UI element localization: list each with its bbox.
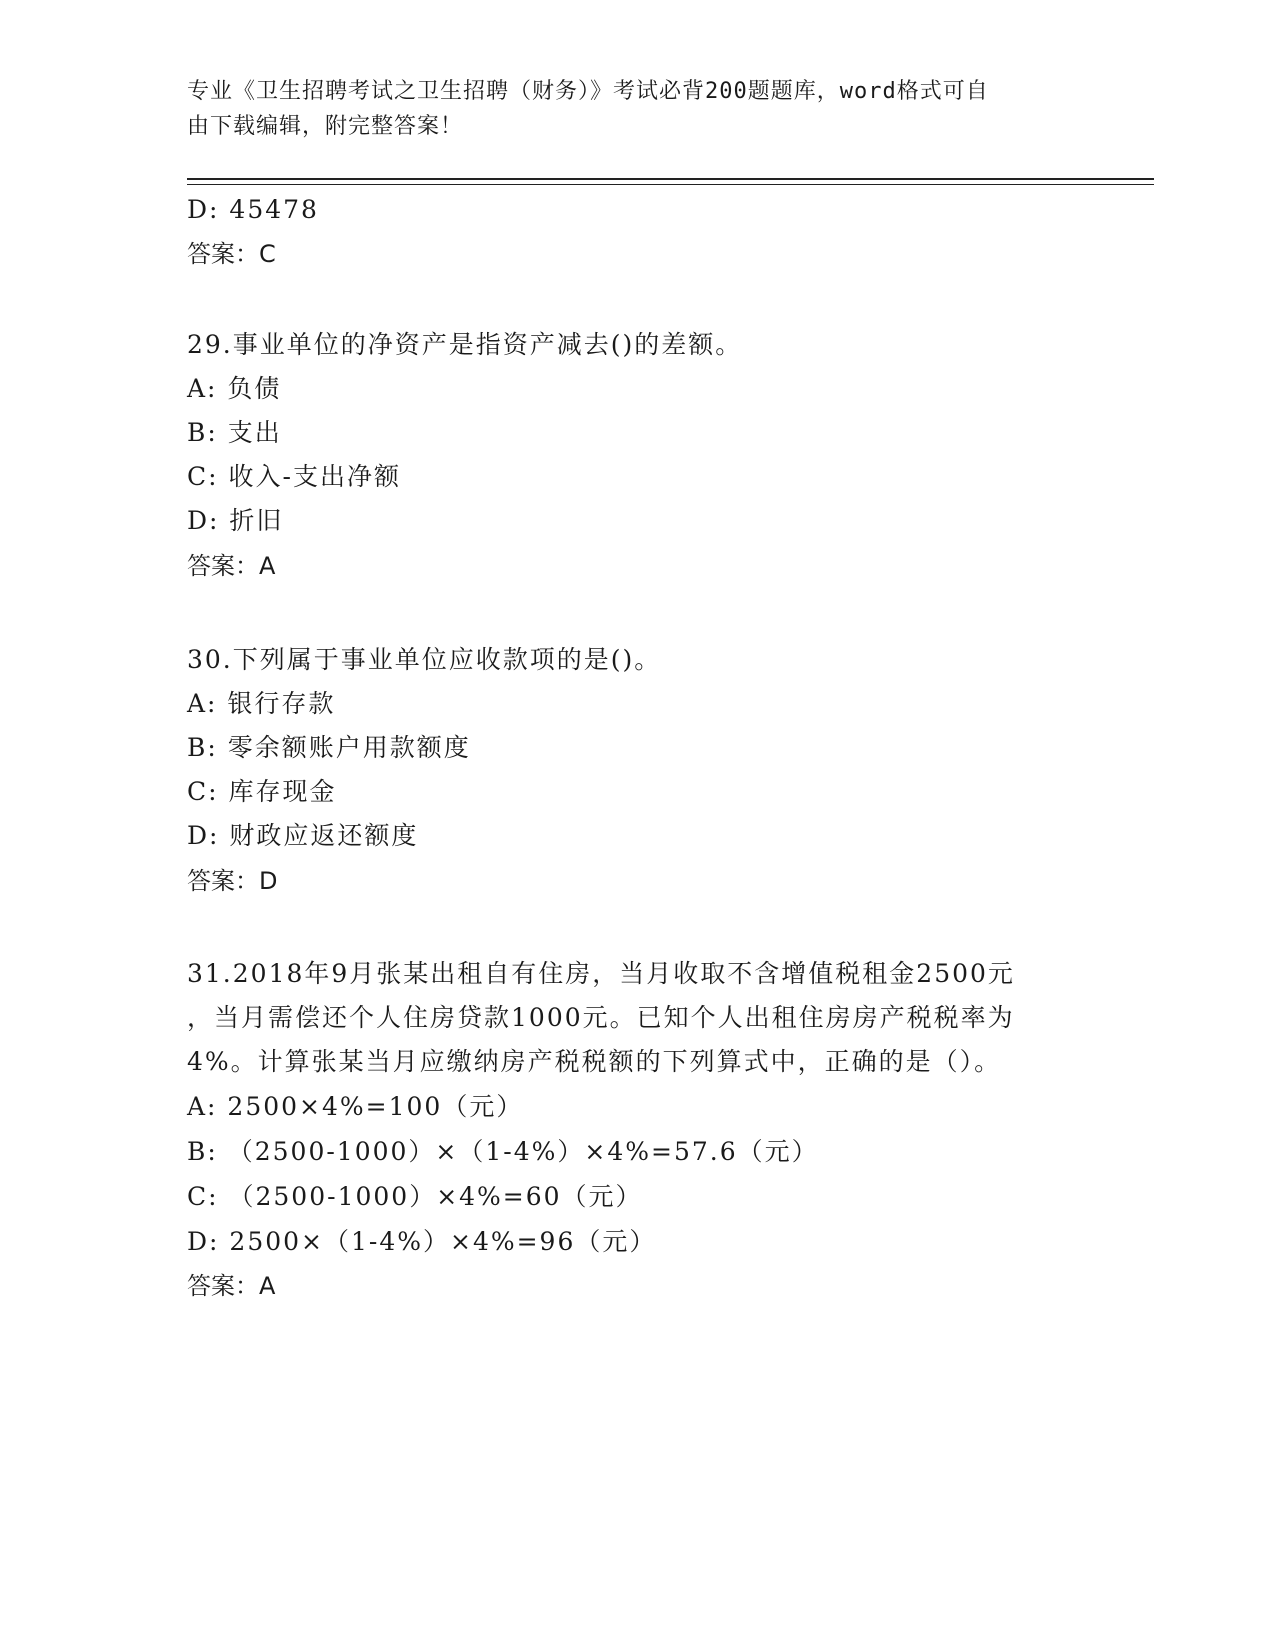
q30-option-a: A: 银行存款 (187, 689, 336, 718)
q30-option-d: D: 财政应返还额度 (187, 821, 419, 850)
header-rule-thin (187, 184, 1154, 185)
header-line-1: 专业《卫生招聘考试之卫生招聘（财务）》考试必背200题题库，word格式可自 (187, 79, 989, 104)
q31-option-c: C: （2500-1000）×4%=60（元） (187, 1182, 643, 1211)
prev-answer: 答案：C (187, 240, 276, 268)
header-line-2: 由下载编辑，附完整答案！ (187, 114, 464, 139)
q30-answer: 答案：D (187, 867, 278, 895)
q29-answer: 答案：A (187, 552, 276, 580)
q31-answer: 答案：A (187, 1272, 276, 1300)
q30-question: 30.下列属于事业单位应收款项的是()。 (187, 645, 662, 674)
header-rule-thick (187, 178, 1154, 180)
q31-question-line-3: 4%。计算张某当月应缴纳房产税税额的下列算式中，正确的是（）。 (187, 1047, 1002, 1076)
q29-option-a: A: 负债 (187, 374, 282, 403)
document-header (187, 74, 1067, 144)
q31-option-a: A: 2500×4%=100（元） (187, 1092, 524, 1121)
q29-option-d: D: 折旧 (187, 506, 284, 535)
q31-option-b: B: （2500-1000）×（1-4%）×4%=57.6（元） (187, 1137, 819, 1166)
q29-option-c: C: 收入-支出净额 (187, 462, 401, 491)
q31-question-line-2: ，当月需偿还个人住房贷款1000元。已知个人出租住房房产税税率为 (187, 1003, 1015, 1032)
q30-option-b: B: 零余额账户用款额度 (187, 733, 471, 762)
prev-option-d: D: 45478 (187, 195, 319, 224)
q29-question: 29.事业单位的净资产是指资产减去()的差额。 (187, 330, 743, 359)
q30-option-c: C: 库存现金 (187, 777, 337, 806)
q31-option-d: D: 2500×（1-4%）×4%=96（元） (187, 1227, 657, 1256)
q31-question-line-1: 31.2018年9月张某出租自有住房，当月收取不含增值税租金2500元 (187, 959, 1015, 988)
q29-option-b: B: 支出 (187, 418, 282, 447)
